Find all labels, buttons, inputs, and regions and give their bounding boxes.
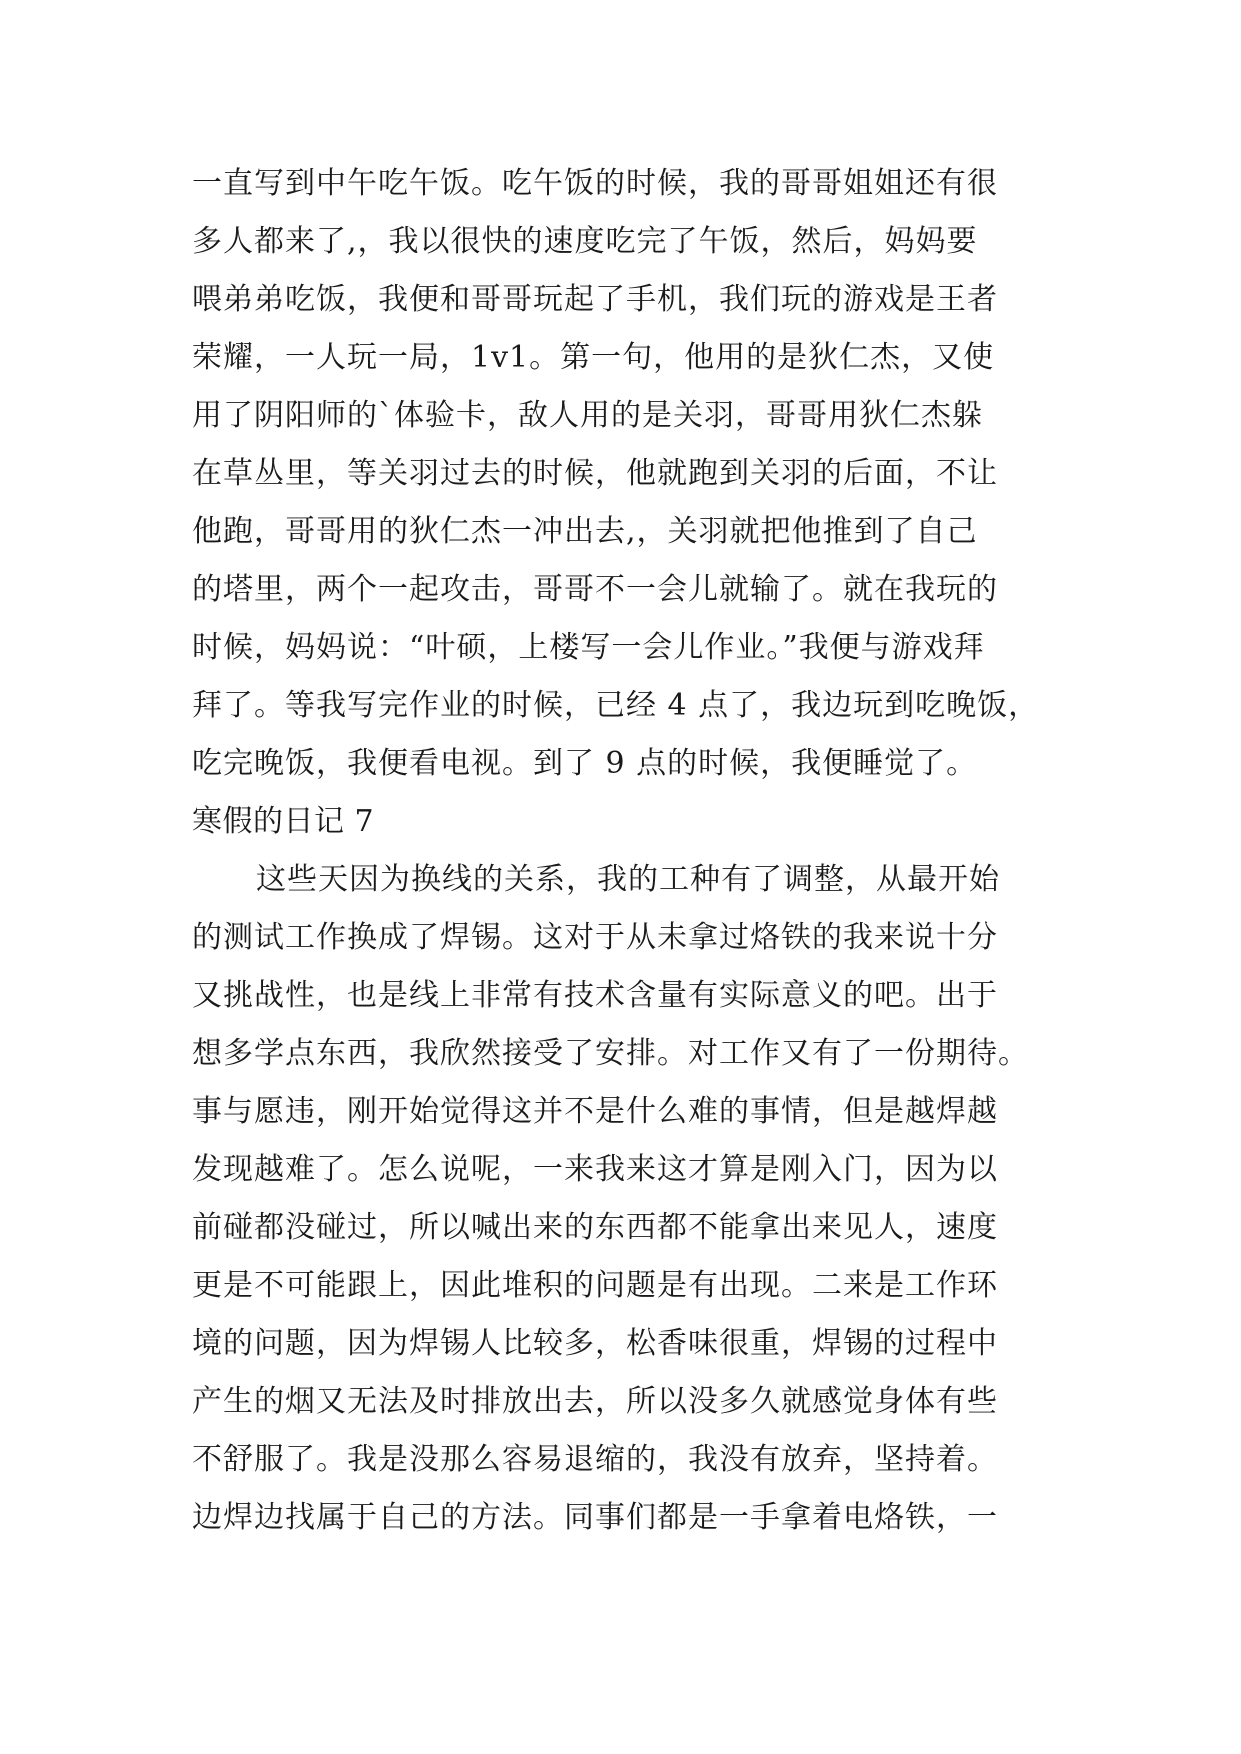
text-line: 发现越难了。怎么说呢，一来我来这才算是刚入门，因为以	[192, 1152, 998, 1187]
text-line: 的塔里，两个一起攻击，哥哥不一会儿就输了。就在我玩的	[192, 572, 998, 607]
text-line: 边焊边找属于自己的方法。同事们都是一手拿着电烙铁，一	[192, 1500, 998, 1535]
text-line: 用了阴阳师的`体验卡，敌人用的是关羽，哥哥用狄仁杰躲	[192, 398, 983, 433]
text-line: 在草丛里，等关羽过去的时候，他就跑到关羽的后面，不让	[192, 456, 998, 491]
text-line: 产生的烟又无法及时排放出去，所以没多久就感觉身体有些	[192, 1384, 998, 1419]
text-line: 事与愿违，刚开始觉得这并不是什么难的事情，但是越焊越	[192, 1094, 998, 1129]
text-line: 的测试工作换成了焊锡。这对于从未拿过烙铁的我来说十分	[192, 920, 998, 955]
text-line: 一直写到中午吃午饭。吃午饭的时候，我的哥哥姐姐还有很	[192, 166, 998, 201]
section-heading: 寒假的日记 7	[192, 804, 375, 839]
text-line: 喂弟弟吃饭，我便和哥哥玩起了手机，我们玩的游戏是王者	[192, 282, 998, 317]
text-line: 他跑，哥哥用的狄仁杰一冲出去,，关羽就把他推到了自己	[192, 514, 978, 549]
text-line: 多人都来了,，我以很快的速度吃完了午饭，然后，妈妈要	[192, 224, 978, 259]
document-body	[192, 155, 1072, 1547]
text-line: 时候，妈妈说：“叶硕，上楼写一会儿作业。”我便与游戏拜	[192, 630, 985, 665]
text-line: 拜了。等我写完作业的时候，已经 4 点了，我边玩到吃晚饭，	[192, 688, 1040, 723]
text-line: 又挑战性，也是线上非常有技术含量有实际意义的吧。出于	[192, 978, 998, 1013]
text-line: 想多学点东西，我欣然接受了安排。对工作又有了一份期待。	[192, 1036, 1029, 1071]
text-line: 境的问题，因为焊锡人比较多，松香味很重，焊锡的过程中	[192, 1326, 998, 1361]
paragraph-first-line: 这些天因为换线的关系，我的工种有了调整，从最开始	[256, 862, 1000, 897]
text-line: 不舒服了。我是没那么容易退缩的，我没有放弃，坚持着。	[192, 1442, 998, 1477]
text-line: 前碰都没碰过，所以喊出来的东西都不能拿出来见人，速度	[192, 1210, 998, 1245]
text-line: 更是不可能跟上，因此堆积的问题是有出现。二来是工作环	[192, 1268, 998, 1303]
text-line: 荣耀，一人玩一局，1v1。第一句，他用的是狄仁杰，又使	[192, 340, 995, 375]
text-line: 吃完晚饭，我便看电视。到了 9 点的时候，我便睡觉了。	[192, 746, 978, 781]
